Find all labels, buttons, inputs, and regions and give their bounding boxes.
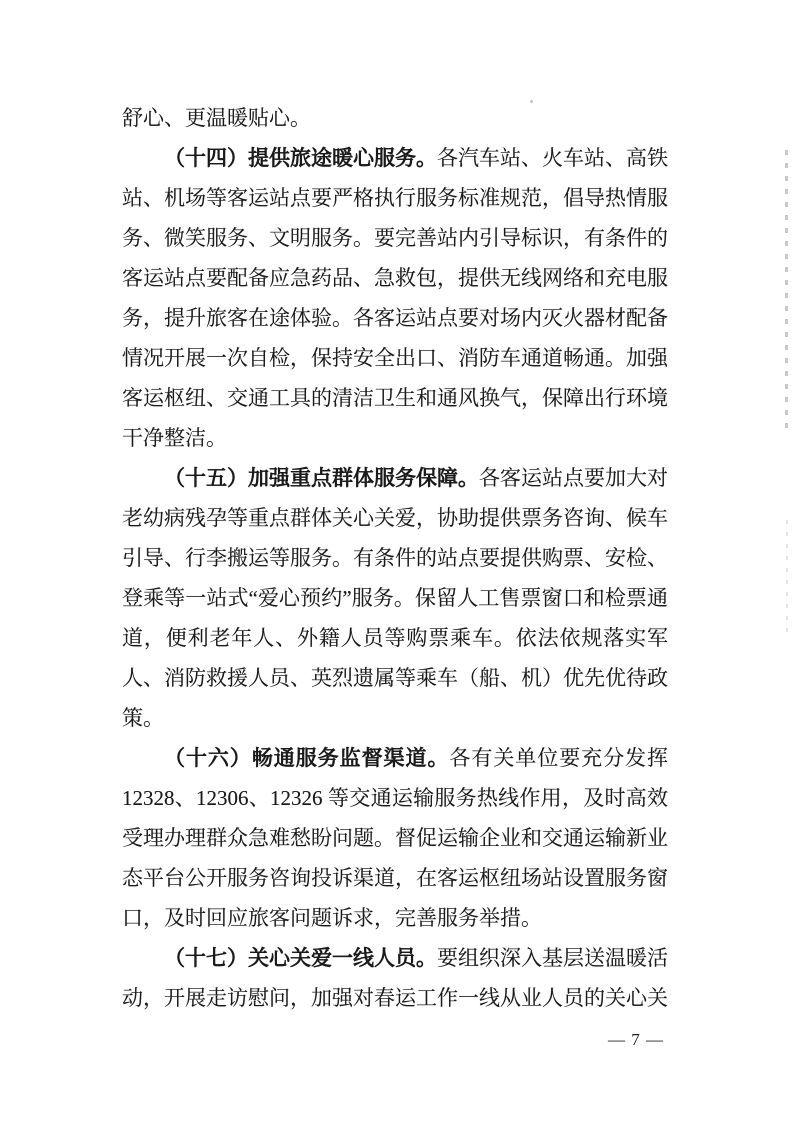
section-17-paragraph — [122, 938, 668, 1018]
section-15-heading: （十五）加强重点群体服务保障。 — [164, 466, 479, 490]
section-16-heading: （十六）畅通服务监督渠道。 — [164, 746, 450, 770]
page-number: — 7 — — [608, 1030, 664, 1049]
section-14-body: 各汽车站、火车站、高铁站、机场等客运站点要严格执行服务标准规范，倡导热情服务、微笑服务、文明服务。要完善站内引导标识，有条件的客运站点要配备应急药品、急救包，提供无线网络和充电服务，提升旅客在途体验。各客运站点要对场内灭火器材配备情况开展一次自检，保持安全出口、消防车通道畅通。加强客运枢纽、交通工具的清洁卫生和通风换气，保障出行环境干净整洁。 — [122, 146, 668, 450]
scan-edge-artifact — [785, 150, 788, 430]
section-16-paragraph — [122, 738, 668, 938]
scan-edge-artifact — [786, 520, 788, 640]
scan-speck — [530, 100, 533, 103]
scan-speck — [146, 352, 148, 354]
paragraph-continuation — [122, 98, 668, 138]
section-14-heading: （十四）提供旅途暖心服务。 — [164, 146, 437, 170]
section-17-body: 要组织深入基层送温暖活动，开展走访慰问，加强对春运工作一线从业人员的关心关 — [122, 946, 668, 1010]
section-15-body: 各客运站点要加大对老幼病残孕等重点群体关心关爱，协助提供票务咨询、候车引导、行李搬运等服务。有条件的站点要提供购票、安检、登乘等一站式“爱心预约”服务。保留人工售票窗口和检票通道，便利老年人、外籍人员等购票乘车。依法依规落实军人、消防救援人员、英烈遗属等乘车（船、机）优先优待政策。 — [122, 466, 668, 730]
section-15-paragraph — [122, 458, 668, 738]
document-body — [122, 98, 668, 1018]
continuation-text: 舒心、更温暖贴心。 — [122, 106, 311, 130]
section-14-paragraph — [122, 138, 668, 458]
section-17-heading: （十七）关心关爱一线人员。 — [164, 946, 437, 970]
section-16-body: 各有关单位要充分发挥12328、12306、12326 等交通运输服务热线作用，及时高效受理办理群众急难愁盼问题。督促运输企业和交通运输新业态平台公开服务咨询投诉渠道，在客运枢纽场站设置服务窗口，及时回应旅客问题诉求，完善服务举措。 — [122, 746, 669, 930]
